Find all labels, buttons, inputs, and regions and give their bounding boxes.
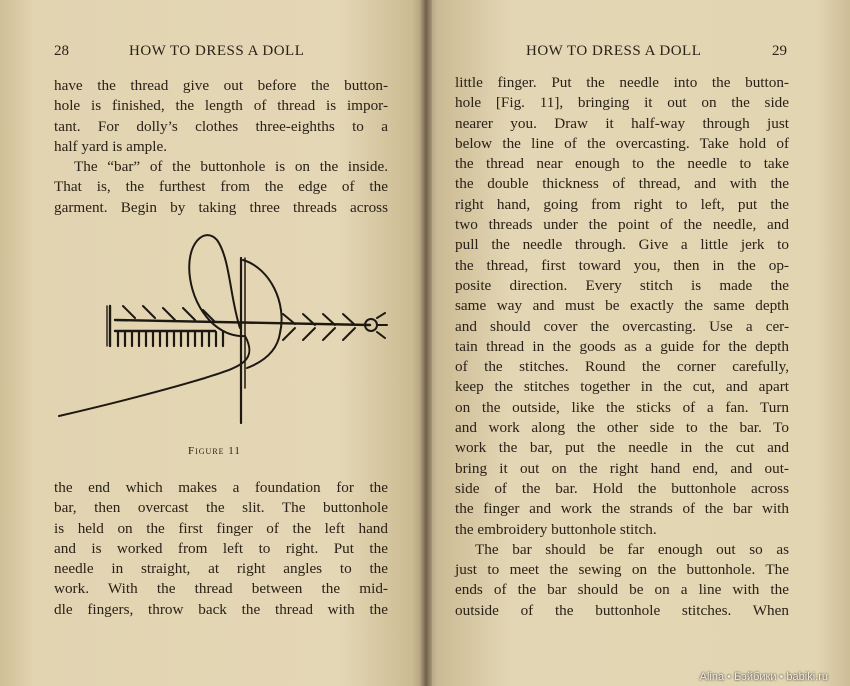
text-line: the thread, first toward you, then in the op- xyxy=(455,256,789,274)
text-line: and should cover the overcasting. Use a cer- xyxy=(455,317,789,335)
text-line: posite direction. Every stitch is made the xyxy=(455,276,789,294)
text-line: and work along the other side to the bar. To xyxy=(455,419,789,437)
text-line: bar, then overcast the slit. The buttonhole xyxy=(54,499,388,517)
text-line: same way and must be exactly the same depth xyxy=(455,297,789,315)
right-page xyxy=(425,0,850,686)
text-line: The bar should be far enough out so as xyxy=(475,540,789,558)
right-text xyxy=(455,73,789,621)
text-line: the embroidery buttonhole stitch. xyxy=(455,520,657,538)
page-number-left: 28 xyxy=(54,43,69,59)
text-line: just to meet the sewing on the buttonhole. The xyxy=(455,561,789,579)
running-head-left: HOW TO DRESS A DOLL xyxy=(129,43,305,59)
text-line: side of the bar. Hold the buttonhole across xyxy=(455,479,789,497)
text-line: of the stitches. Round the corner carefully, xyxy=(455,358,789,376)
text-line: have the thread give out before the button- xyxy=(54,77,388,94)
text-line: on the outside, like the sticks of a fan. Turn xyxy=(455,398,789,416)
text-line: That is, the furthest from the edge of the xyxy=(54,178,388,196)
text-line: tant. For dolly’s clothes three-eighths to a xyxy=(54,117,388,135)
buttonhole-illustration xyxy=(55,228,395,428)
text-line: needle in straight, at right angles to the xyxy=(54,560,388,578)
left-text-top xyxy=(54,76,388,218)
text-line: little finger. Put the needle into the button- xyxy=(455,74,789,91)
text-line: pull the needle through. Give a little jerk to xyxy=(455,236,789,254)
text-line: hole [Fig. 11], bringing it out on the side xyxy=(455,94,789,112)
text-line: nearer you. Draw it half-way through just xyxy=(455,114,789,132)
text-line: the thread near enough to the needle to take xyxy=(455,155,789,173)
page-number-right: 29 xyxy=(772,43,787,59)
text-line: garment. Begin by taking three threads across xyxy=(54,198,388,216)
text-line: work the bar, put the needle in the cut and xyxy=(455,439,789,457)
text-line: the double thickness of thread, and with the xyxy=(455,175,789,193)
text-line: keep the stitches together in the cut, and apart xyxy=(455,378,789,396)
text-line: below the line of the overcasting. Take hold of xyxy=(455,134,789,152)
text-line: the finger and work the strands of the bar with xyxy=(455,500,789,518)
book-gutter xyxy=(420,0,432,686)
figure-caption: Figure 11 xyxy=(188,445,241,457)
text-line: hole is finished, the length of thread is impor- xyxy=(54,97,388,115)
text-line: two threads under the point of the needle, and xyxy=(455,216,789,234)
text-line: tain thread in the goods as a guide for the depth xyxy=(455,337,789,355)
text-line: ends of the bar should be on a line with the xyxy=(455,581,789,599)
left-text-bottom xyxy=(54,478,388,620)
watermark: Alina • Бэйбики • babiki.ru xyxy=(699,671,828,683)
text-line: half yard is ample. xyxy=(54,137,168,155)
text-line: is held on the first finger of the left hand xyxy=(54,519,388,537)
text-line: The “bar” of the buttonhole is on the inside. xyxy=(74,158,388,176)
text-line: bring it out on the right hand end, and out- xyxy=(455,459,789,477)
text-line: outside of the buttonhole stitches. When xyxy=(455,601,789,619)
text-line: work. With the thread between the mid- xyxy=(54,580,388,598)
text-line: the end which makes a foundation for the xyxy=(54,479,388,496)
text-line: dle fingers, throw back the thread with the xyxy=(54,600,388,618)
running-head-right: HOW TO DRESS A DOLL xyxy=(526,43,702,59)
text-line: right hand, going from right to left, put the xyxy=(455,195,789,213)
text-line: and is worked from left to right. Put the xyxy=(54,539,388,557)
